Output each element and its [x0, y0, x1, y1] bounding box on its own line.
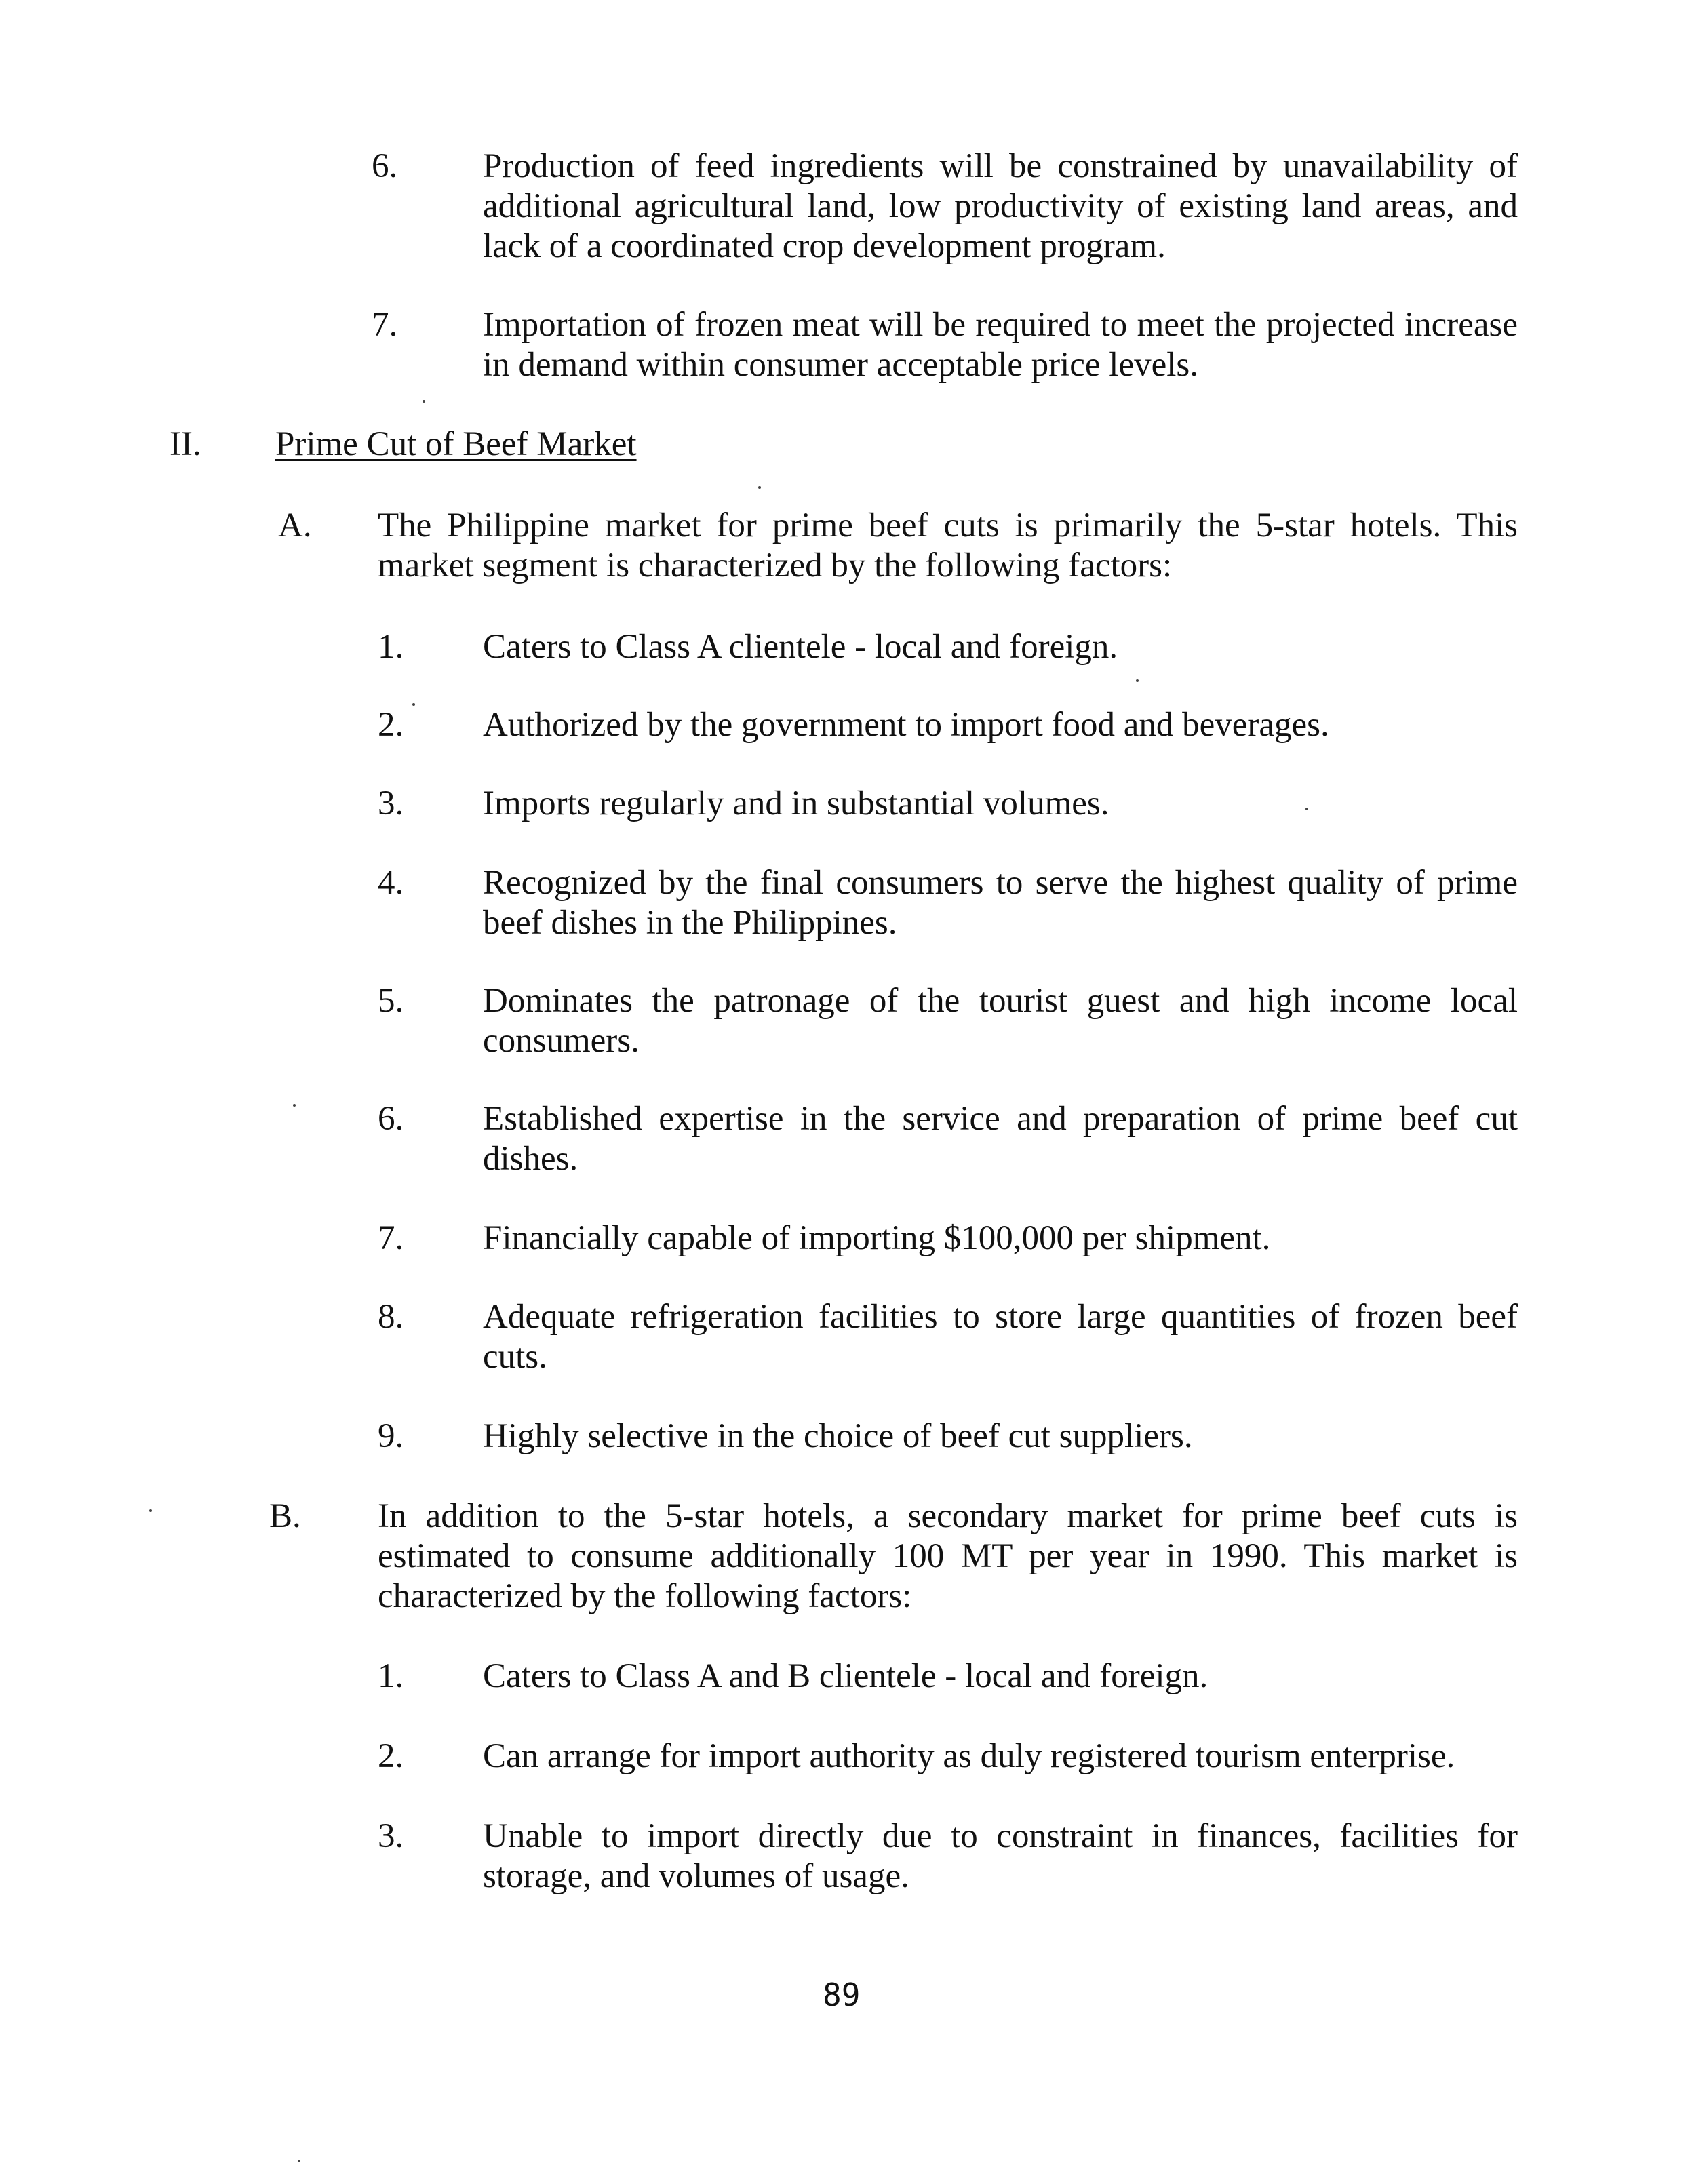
scan-speck: [298, 2160, 300, 2162]
item-number: 4.: [378, 864, 404, 902]
list-item-text: [483, 1816, 1518, 1897]
text-line: in demand within consumer acceptable price levels.: [483, 346, 1199, 384]
subsection-intro: [378, 1496, 1518, 1616]
text-line: The Philippine market for prime beef cuts is primarily the 5-star hotels. This: [378, 507, 1518, 544]
text-line: Importation of frozen meat will be required to meet the projected increase: [483, 306, 1518, 344]
subsection-letter: A.: [278, 507, 312, 544]
subsection-intro: [378, 506, 1518, 586]
text-line: cuts.: [483, 1338, 547, 1376]
text-line: beef dishes in the Philippines.: [483, 904, 897, 942]
item-number: 1.: [378, 1657, 404, 1695]
text-line: storage, and volumes of usage.: [483, 1857, 909, 1895]
text-line: characterized by the following factors:: [378, 1577, 912, 1615]
page-number: 89: [823, 1977, 861, 2013]
item-number: 3.: [378, 1817, 404, 1855]
item-number: 5.: [378, 982, 404, 1020]
list-item-text: Financially capable of importing $100,000 per shipment.: [483, 1219, 1271, 1257]
list-item-text: Highly selective in the choice of beef cut suppliers.: [483, 1417, 1193, 1455]
text-line: estimated to consume additionally 100 MT per year in 1990. This market is: [378, 1537, 1518, 1575]
section-heading: Prime Cut of Beef Market: [275, 425, 637, 463]
list-item-text: [483, 863, 1518, 943]
item-number: 9.: [378, 1417, 404, 1455]
list-item-text: [483, 1099, 1518, 1179]
scan-speck: [1305, 808, 1308, 810]
section-numeral: II.: [170, 425, 201, 463]
item-number: 7.: [372, 306, 398, 344]
text-line: consumers.: [483, 1022, 640, 1060]
scan-speck: [149, 1509, 152, 1512]
list-item-text: Can arrange for import authority as duly registered tourism enterprise.: [483, 1737, 1455, 1775]
item-number: 7.: [378, 1219, 404, 1257]
text-line: In addition to the 5-star hotels, a secondary market for prime beef cuts is: [378, 1497, 1518, 1535]
subsection-letter: B.: [269, 1497, 301, 1535]
item-number: 3.: [378, 785, 404, 822]
list-item-text: [483, 305, 1518, 385]
text-line: dishes.: [483, 1140, 578, 1178]
item-number: 6.: [372, 147, 398, 185]
item-number: 2.: [378, 1737, 404, 1775]
text-line: Production of feed ingredients will be constrained by unavailability of: [483, 147, 1518, 185]
item-number: 8.: [378, 1298, 404, 1336]
text-line: Dominates the patronage of the tourist guest and high income local: [483, 982, 1518, 1020]
item-number: 6.: [378, 1100, 404, 1138]
list-item-text: [483, 146, 1518, 266]
text-line: additional agricultural land, low productivity of existing land areas, and: [483, 187, 1518, 225]
scan-speck: [422, 400, 425, 403]
scan-speck: [412, 703, 415, 706]
item-number: 1.: [378, 628, 404, 666]
list-item-text: [483, 1297, 1518, 1377]
text-line: Recognized by the final consumers to serve the highest quality of prime: [483, 864, 1518, 902]
list-item-text: Caters to Class A clientele - local and foreign.: [483, 628, 1118, 666]
text-line: lack of a coordinated crop development program.: [483, 227, 1166, 265]
scan-speck: [293, 1104, 296, 1107]
text-line: Established expertise in the service and preparation of prime beef cut: [483, 1100, 1518, 1138]
text-line: Unable to import directly due to constraint in finances, facilities for: [483, 1817, 1518, 1855]
item-number: 2.: [378, 706, 404, 744]
list-item-text: Caters to Class A and B clientele - local and foreign.: [483, 1657, 1208, 1695]
list-item-text: [483, 981, 1518, 1061]
scan-speck: [1136, 679, 1139, 682]
text-line: market segment is characterized by the following factors:: [378, 547, 1173, 584]
list-item-text: Authorized by the government to import food and beverages.: [483, 706, 1329, 744]
scan-speck: [758, 486, 761, 489]
text-line: Adequate refrigeration facilities to store large quantities of frozen beef: [483, 1298, 1518, 1336]
list-item-text: Imports regularly and in substantial volumes.: [483, 785, 1109, 822]
